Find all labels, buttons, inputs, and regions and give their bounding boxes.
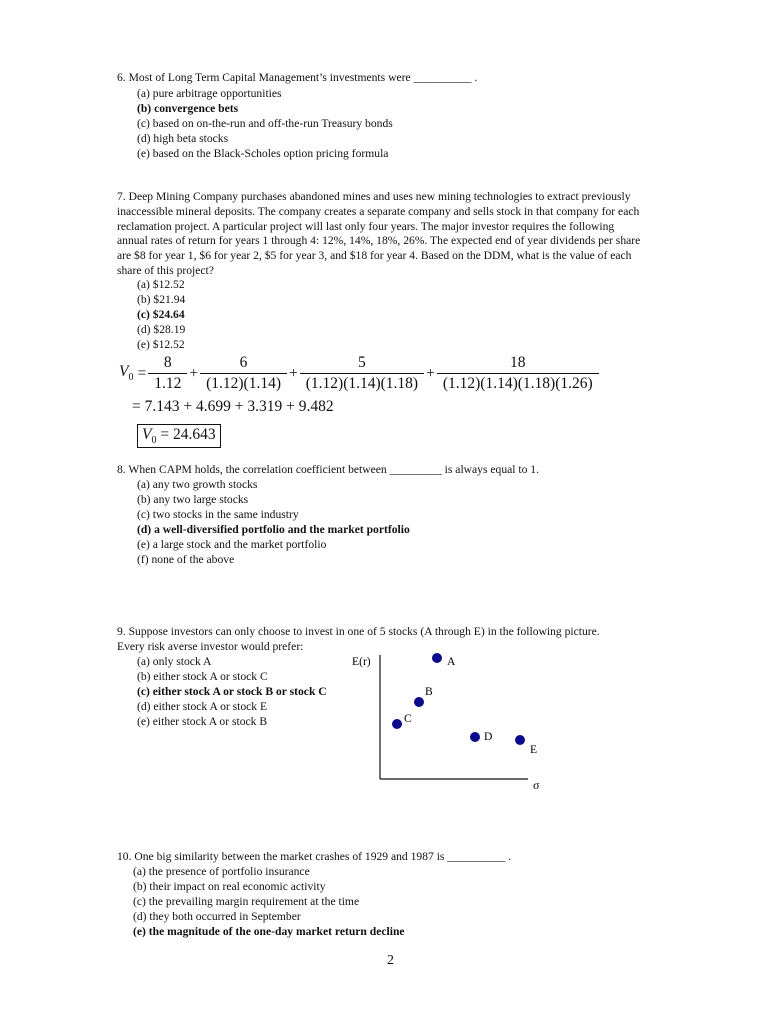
- q7-option-d: (d) $28.19: [137, 323, 186, 336]
- q8-option-a: (a) any two growth stocks: [137, 478, 258, 491]
- q6-option-a: (a) pure arbitrage opportunities: [137, 87, 282, 100]
- formula-term-2: $\frac{6}{(1.12)(1.14)}$: [200, 354, 287, 393]
- formula-plus-1: +: [189, 364, 199, 382]
- q10-stem: 10. One big similarity between the market crashes of 1929 and 1987 is __________ .: [117, 850, 512, 863]
- q6-stem: 6. Most of Long Term Capital Management’s investments were __________ .: [117, 71, 478, 84]
- point-c-marker: [392, 719, 402, 729]
- q7-option-e: (e) $12.52: [137, 338, 185, 351]
- q8-option-c: (c) two stocks in the same industry: [137, 508, 299, 521]
- q6-option-e: (e) based on the Black-Scholes option pricing formula: [137, 147, 389, 160]
- formula-term-1: $\frac{8}{1.12}$: [148, 354, 187, 393]
- q7-option-c: (c) $24.64: [137, 308, 185, 321]
- formula-term-3: $\frac{5}{(1.12)(1.14)(1.18)}$: [300, 354, 424, 393]
- q7-option-a: (a) $12.52: [137, 278, 185, 291]
- formula-line-2: = 7.143 + 4.699 + 3.319 + 9.482: [132, 398, 334, 415]
- q6-option-b: (b) convergence bets: [137, 102, 239, 115]
- page-number: 2: [387, 953, 394, 968]
- q10-option-c: (c) the prevailing margin requirement at the time: [133, 895, 360, 908]
- q9-option-b: (b) either stock A or stock C: [137, 670, 268, 683]
- q8-option-f: (f) none of the above: [137, 553, 235, 566]
- q9-option-c: (c) either stock A or stock B or stock C: [137, 685, 327, 698]
- point-e-label: E: [530, 743, 538, 756]
- q8-option-b: (b) any two large stocks: [137, 493, 249, 506]
- formula-plus-3: +: [426, 364, 435, 382]
- q10-option-a: (a) the presence of portfolio insurance: [133, 865, 310, 878]
- q10-option-b: (b) their impact on real economic activity: [133, 880, 326, 893]
- formula-lhs: $V_0$: [119, 363, 134, 384]
- point-c-label: C: [404, 712, 412, 725]
- point-d-label: D: [484, 730, 493, 743]
- point-e-marker: [515, 735, 525, 745]
- q8-stem: 8. When CAPM holds, the correlation coefficient between _________ is always equal to 1.: [117, 463, 540, 476]
- q7-option-b: (b) $21.94: [137, 293, 186, 306]
- formula-plus-2: +: [289, 364, 298, 382]
- point-b-label: B: [425, 685, 433, 698]
- formula-result-box: $V_0 = 24.643$: [137, 424, 221, 448]
- q9-option-d: (d) either stock A or stock E: [137, 700, 268, 713]
- point-b-marker: [414, 697, 424, 707]
- diagram-x-axis-label: σ: [533, 778, 540, 792]
- q9-stem-line-2: Every risk averse investor would prefer:: [117, 640, 304, 653]
- q6-option-d: (d) high beta stocks: [137, 132, 229, 145]
- point-a-label: A: [447, 655, 456, 668]
- q10-option-e: (e) the magnitude of the one-day market return decline: [133, 925, 405, 938]
- q9-option-e: (e) either stock A or stock B: [137, 715, 268, 728]
- q9-stem-line-1: 9. Suppose investors can only choose to invest in one of 5 stocks (A through E) in the following picture.: [117, 625, 600, 638]
- point-a-marker: [432, 653, 442, 663]
- formula-term-4: $\frac{18}{(1.12)(1.14)(1.18)(1.26)}$: [437, 354, 599, 393]
- q6-option-c: (c) based on on-the-run and off-the-run Treasury bonds: [137, 117, 393, 130]
- ddm-formula: [117, 354, 599, 393]
- q7-stem: 7. Deep Mining Company purchases abandoned mines and uses new mining technologies to extract previously inaccessible mineral deposits. The company creates a separate company and sells stock in that company for each reclamation project. A particular project will last only four years. The major investor requires the following annual rates of return for years 1 through 4: 12%, 14%, 18%, 26%. The expected end of year dividends per share are $8 for year 1, $6 for year 2, $5 for year 3, and $18 for year 4. Based on the DDM, what is the value of each share of this project?: [117, 190, 641, 277]
- q10-option-d: (d) they both occurred in September: [133, 910, 301, 923]
- q9-option-a: (a) only stock A: [137, 655, 212, 668]
- q8-option-d: (d) a well-diversified portfolio and the market portfolio: [137, 523, 410, 536]
- formula-equals: =: [137, 364, 147, 382]
- point-d-marker: [470, 732, 480, 742]
- diagram-y-axis-label: E(r): [352, 655, 371, 668]
- q8-option-e: (e) a large stock and the market portfolio: [137, 538, 327, 551]
